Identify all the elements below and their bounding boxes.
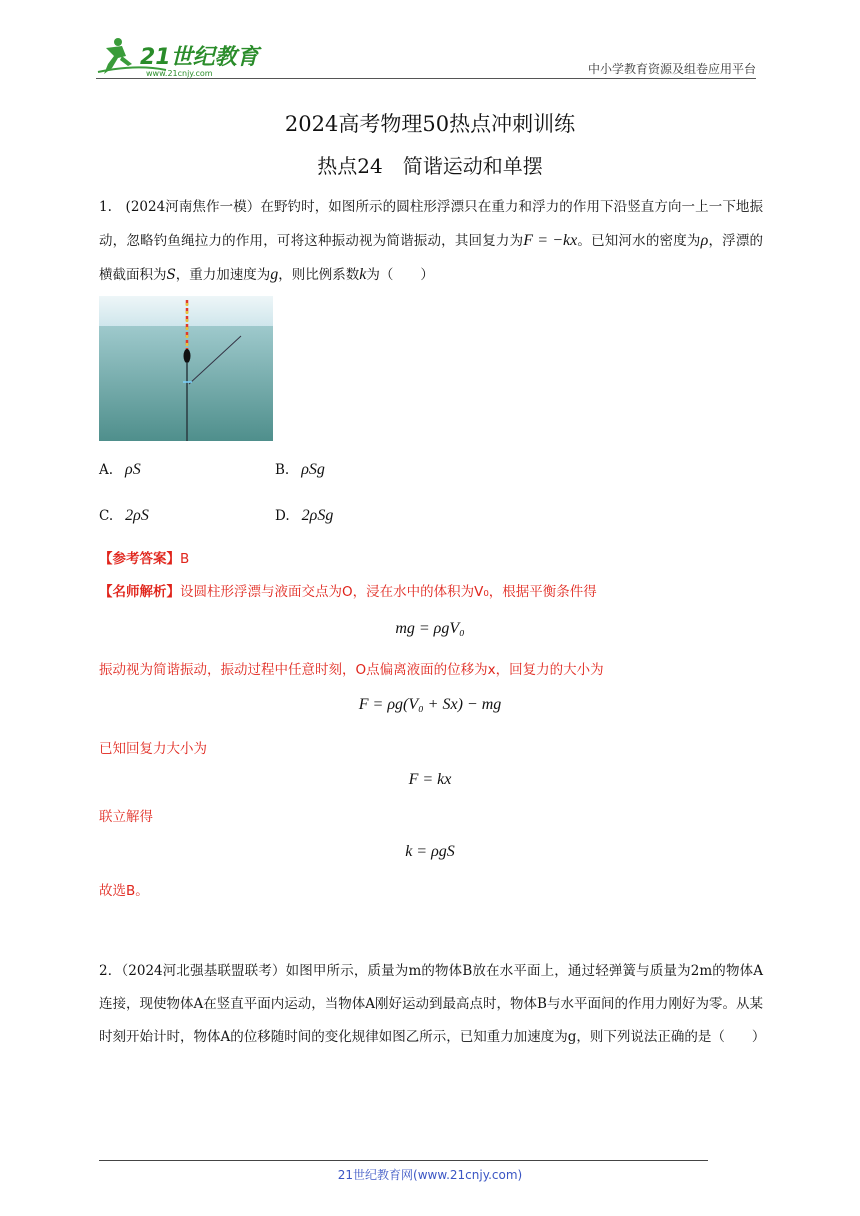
analysis-step-4: 联立解得	[99, 809, 153, 825]
option-b[interactable]: B. ρSg	[275, 461, 325, 478]
analysis-conclusion: 故选B。	[99, 883, 149, 899]
logo-url: www.21cnjy.com	[146, 69, 213, 78]
equation-3: F = kx	[408, 771, 452, 788]
page-subtitle: 热点24 简谐运动和单摆	[317, 154, 543, 178]
page-title: 2024高考物理50热点冲刺训练	[284, 112, 576, 136]
footer-divider	[99, 1160, 708, 1161]
option-d[interactable]: D. 2ρSg	[275, 507, 334, 524]
logo-text: 21世纪教育	[140, 45, 259, 70]
analysis-intro: 【名师解析】设圆柱形浮漂与液面交点为O，浸在水中的体积为V₀，根据平衡条件得	[99, 584, 597, 600]
question-1-stem: 1. (2024河南焦作一模）在野钓时，如图所示的圆柱形浮漂只在重力和浮力的作用下沿竖直方向一上一下地振动，忽略钓鱼绳拉力的作用，可将这种振动视为简谐振动，其回复力为F = −kx。已知河水的密度为ρ，浮漂的横截面积为S，重力加速度为g，则比例系数k为（ ）	[99, 199, 764, 283]
header-platform-text: 中小学教育资源及组卷应用平台	[587, 62, 756, 76]
option-c[interactable]: C. 2ρS	[99, 507, 149, 524]
header-divider	[96, 78, 756, 79]
equation-4: k = ρgS	[405, 843, 455, 860]
analysis-step-2: 振动视为简谐振动，振动过程中任意时刻，O点偏离液面的位移为x，回复力的大小为	[99, 662, 604, 678]
question-2-stem: 2．（2024河北强基联盟联考）如图甲所示，质量为m的物体B放在水平面上，通过轻弹簧与质量为2m的物体A连接，现使物体A在竖直平面内运动，当物体A刚好运动到最高点时，物体B与水平面间的作用力刚好为零。从某时刻开始计时，物体A的位移随时间的变化规律如图乙所示，已知重力加速度为g，则下列说法正确的是（ ）	[99, 963, 766, 1045]
reference-answer: 【参考答案】B	[99, 551, 190, 567]
analysis-step-3: 已知回复力大小为	[99, 741, 207, 757]
equation-1: mg = ρgV₀	[395, 620, 465, 637]
equation-2: F = ρg(V₀ + Sx) − mg	[358, 696, 502, 713]
float-figure	[99, 296, 273, 441]
site-logo	[96, 34, 266, 78]
option-a[interactable]: A. ρS	[99, 461, 141, 478]
footer-link[interactable]: 21世纪教育网(www.21cnjy.com)	[337, 1168, 523, 1182]
